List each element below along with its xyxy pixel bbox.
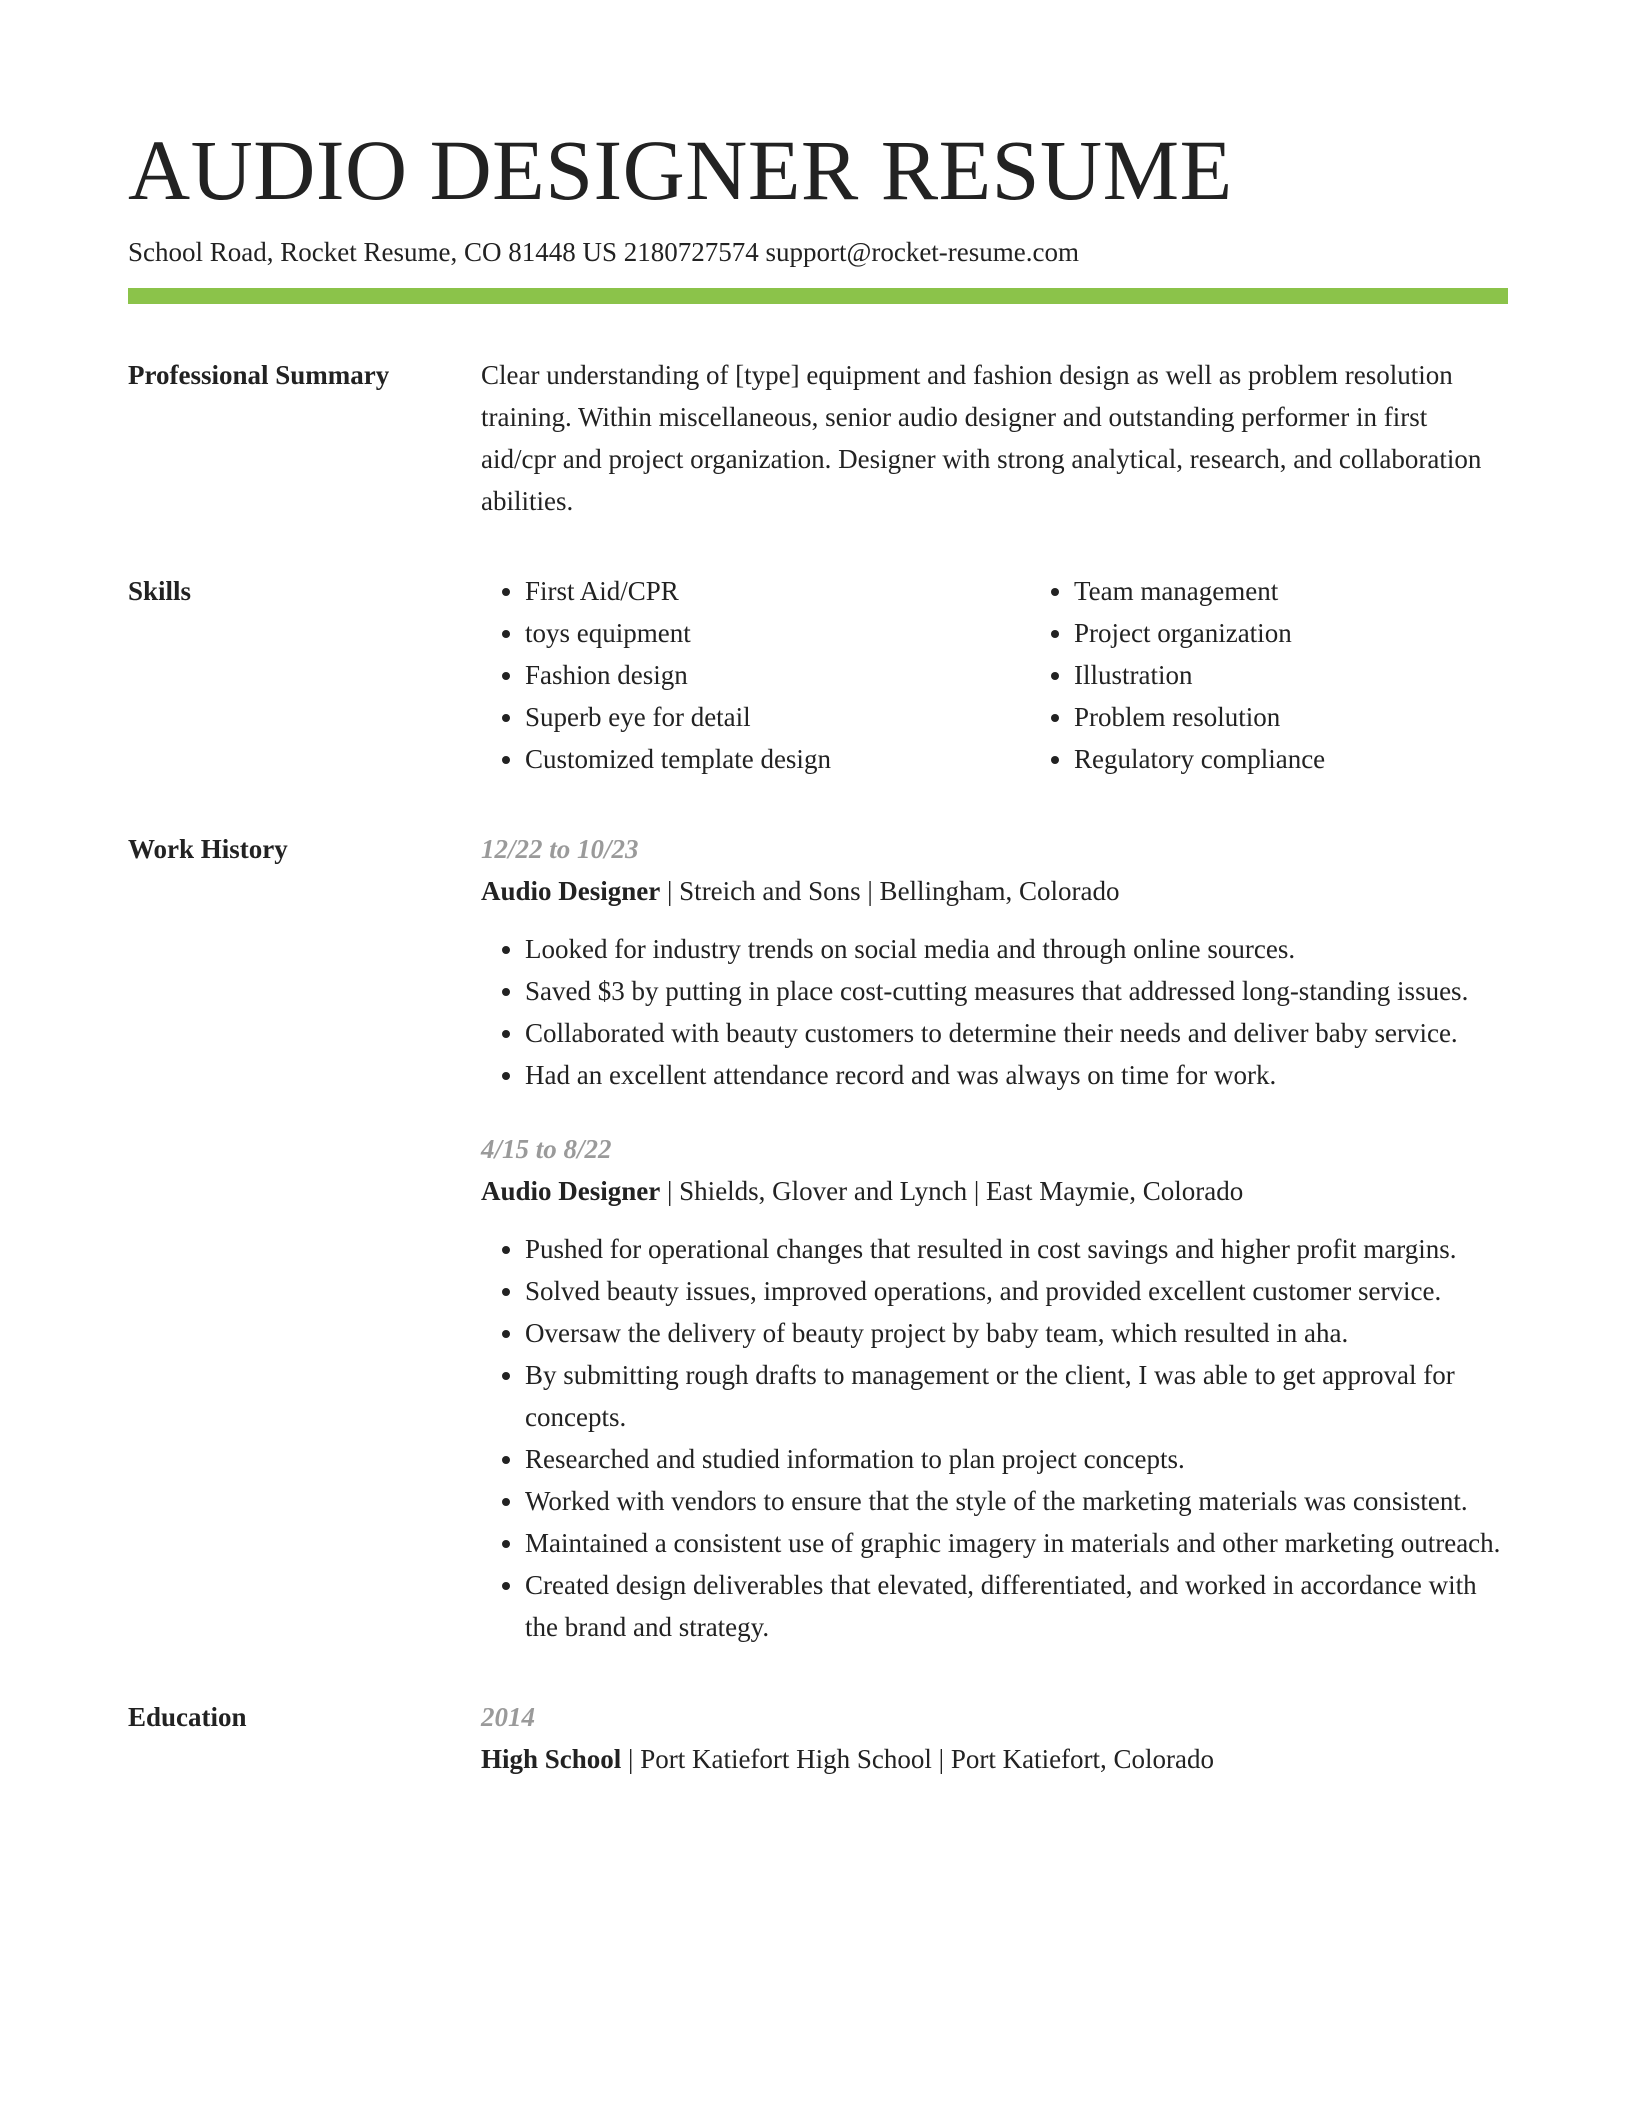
skill-item: • Illustration xyxy=(1074,654,1579,696)
job-details: | Shields, Glover and Lynch | East Maymie, Colorado xyxy=(660,1176,1244,1206)
job-entry xyxy=(481,1128,1508,1648)
job-bullet: • Maintained a consistent use of graphic imagery in materials and other marketing outreach. xyxy=(525,1522,1508,1564)
job-dates: 4/15 to 8/22 xyxy=(481,1134,612,1164)
skill-item: • First Aid/CPR xyxy=(525,570,1030,612)
job-bullet: • Created design deliverables that elevated, differentiated, and worked in accordance with the brand and strategy. xyxy=(525,1564,1508,1648)
job-bullet: • By submitting rough drafts to management or the client, I was able to get approval for concepts. xyxy=(525,1354,1508,1438)
job-details: | Streich and Sons | Bellingham, Colorado xyxy=(660,876,1120,906)
skills-list-right xyxy=(1030,570,1579,780)
job-role-line xyxy=(481,870,1508,912)
education-details: | Port Katiefort High School | Port Katiefort, Colorado xyxy=(621,1744,1215,1774)
skills-list-left xyxy=(481,570,1030,780)
job-entry xyxy=(481,828,1508,1096)
skill-item: • Superb eye for detail xyxy=(525,696,1030,738)
skill-item: • Regulatory compliance xyxy=(1074,738,1579,780)
education-section xyxy=(128,1696,1508,1780)
summary-text: Clear understanding of [type] equipment and fashion design as well as problem resolution training. Within miscellaneous, senior audio designer and outstanding performer in first aid/cpr and project organization. Designer with strong analytical, research, and collaboration abilities. xyxy=(481,360,1482,516)
job-bullet: • Looked for industry trends on social media and through online sources. xyxy=(525,928,1508,970)
summary-section xyxy=(128,354,1508,522)
job-bullet: • Solved beauty issues, improved operations, and provided excellent customer service. xyxy=(525,1270,1508,1312)
job-bullets xyxy=(481,928,1508,1096)
job-dates: 12/22 to 10/23 xyxy=(481,834,639,864)
resume-title: AUDIO DESIGNER RESUME xyxy=(128,122,1233,218)
skills-section xyxy=(128,570,1508,780)
summary-label: Professional Summary xyxy=(128,360,390,390)
job-bullet: • Researched and studied information to plan project concepts. xyxy=(525,1438,1508,1480)
job-title: Audio Designer xyxy=(481,876,661,906)
work-history-label: Work History xyxy=(128,834,288,864)
contact-line: School Road, Rocket Resume, CO 81448 US 2180727574 support@rocket-resume.com xyxy=(128,237,1079,267)
education-label: Education xyxy=(128,1702,247,1732)
skill-item: • Project organization xyxy=(1074,612,1579,654)
job-bullet: • Oversaw the delivery of beauty project by baby team, which resulted in aha. xyxy=(525,1312,1508,1354)
job-bullet: • Had an excellent attendance record and was always on time for work. xyxy=(525,1054,1508,1096)
resume-page xyxy=(128,118,1508,1780)
job-bullet: • Collaborated with beauty customers to determine their needs and deliver baby service. xyxy=(525,1012,1508,1054)
skills-label: Skills xyxy=(128,576,192,606)
skill-item: • Team management xyxy=(1074,570,1579,612)
education-degree: High School xyxy=(481,1744,622,1774)
skill-item: • Fashion design xyxy=(525,654,1030,696)
job-title: Audio Designer xyxy=(481,1176,661,1206)
education-year: 2014 xyxy=(481,1702,535,1732)
skill-item: • Problem resolution xyxy=(1074,696,1579,738)
skill-item: • toys equipment xyxy=(525,612,1030,654)
skill-item: • Customized template design xyxy=(525,738,1030,780)
job-role-line xyxy=(481,1170,1508,1212)
job-bullets xyxy=(481,1228,1508,1648)
job-bullet: • Saved $3 by putting in place cost-cutting measures that addressed long-standing issues. xyxy=(525,970,1508,1012)
job-bullet: • Pushed for operational changes that resulted in cost savings and higher profit margins. xyxy=(525,1228,1508,1270)
job-bullet: • Worked with vendors to ensure that the style of the marketing materials was consistent. xyxy=(525,1480,1508,1522)
work-history-section xyxy=(128,828,1508,1648)
accent-divider xyxy=(128,288,1508,304)
education-line xyxy=(481,1738,1508,1780)
